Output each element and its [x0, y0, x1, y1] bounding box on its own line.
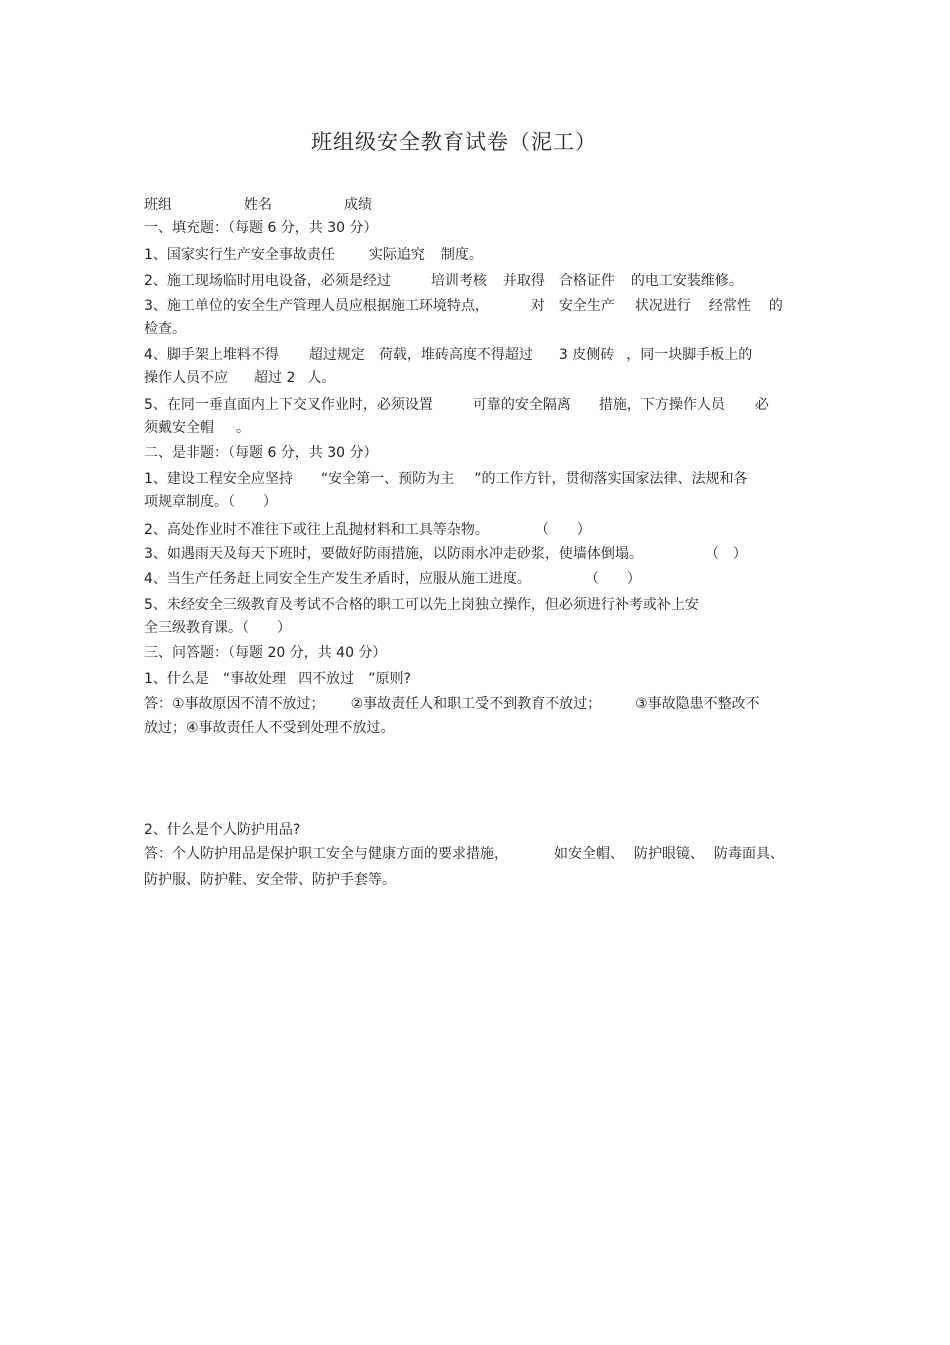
name-label: 姓名: [244, 197, 272, 213]
fill-question-2: 2、施工现场临时用电设备，必须是经过 培训考核 并取得 合格证件 的电工安装维修。: [144, 273, 743, 289]
fill-question-5-cont: 须戴安全帽 。: [144, 420, 250, 436]
tf-question-4: 4、当生产任务赶上同安全生产发生矛盾时，应服从施工进度。 （ ）: [144, 571, 641, 587]
header-fields: [144, 193, 834, 217]
qa-answer-2-cont: 防护服、防护鞋、安全带、防护手套等。: [144, 872, 396, 888]
qa-answer-1: 答：①事故原因不清不放过； ②事故责任人和职工受不到教育不放过； ③事故隐患不整改不: [144, 696, 760, 712]
fill-question-5: 5、在同一垂直面内上下交叉作业时，必须设置 可靠的安全隔离 措施，下方操作人员 必: [144, 397, 769, 413]
fill-question-3-cont: 检查。: [144, 321, 186, 337]
tf-question-2: 2、高处作业时不准往下或往上乱抛材料和工具等杂物。 （ ）: [144, 522, 591, 538]
tf-question-5: 5、未经安全三级教育及考试不合格的职工可以先上岗独立操作，但必须进行补考或补上安: [144, 597, 699, 613]
score-label: 成绩: [344, 197, 372, 213]
section-3-heading: 三、问答题：（每题 20 分，共 40 分）: [144, 645, 387, 661]
tf-question-3: 3、如遇雨天及每天下班时，要做好防雨措施，以防雨水冲走砂浆，使墙体倒塌。 （ ）: [144, 546, 747, 562]
class-label: 班组: [144, 197, 172, 213]
fill-question-3: 3、施工单位的安全生产管理人员应根据施工环境特点， 对 安全生产 状况进行 经常性 的: [144, 298, 783, 314]
page-title: 班组级安全教育试卷（泥工）: [311, 130, 597, 154]
fill-question-4-cont: 操作人员不应 超过 2 人。: [144, 370, 336, 386]
fill-question-1: 1、国家实行生产安全事故责任 实际追究 制度。: [144, 247, 483, 263]
qa-answer-1-cont: 放过；④事故责任人不受到处理不放过。: [144, 720, 395, 736]
fill-question-4: 4、脚手架上堆料不得 超过规定 荷载，堆砖高度不得超过 3 皮侧砖 ，同一块脚手板上的: [144, 347, 753, 363]
tf-question-5-cont: 全三级教育课。（ ）: [144, 620, 291, 636]
qa-answer-2: 答：个人防护用品是保护职工安全与健康方面的要求措施， 如安全帽、 防护眼镜、 防毒面具、: [144, 846, 784, 862]
tf-question-1-cont: 项规章制度。（ ）: [144, 494, 277, 510]
tf-question-1: 1、建设工程安全应坚持 “安全第一、预防为主 ”的工作方针，贯彻落实国家法律、法规和各: [144, 471, 748, 487]
qa-question-2: 2、什么是个人防护用品?: [144, 822, 301, 838]
section-1-heading: 一、填充题：（每题 6 分，共 30 分）: [144, 220, 378, 236]
section-2-heading: 二、是非题：（每题 6 分，共 30 分）: [144, 445, 378, 461]
qa-question-1: 1、什么是 “事故处理 四不放过 ”原则?: [144, 671, 411, 687]
